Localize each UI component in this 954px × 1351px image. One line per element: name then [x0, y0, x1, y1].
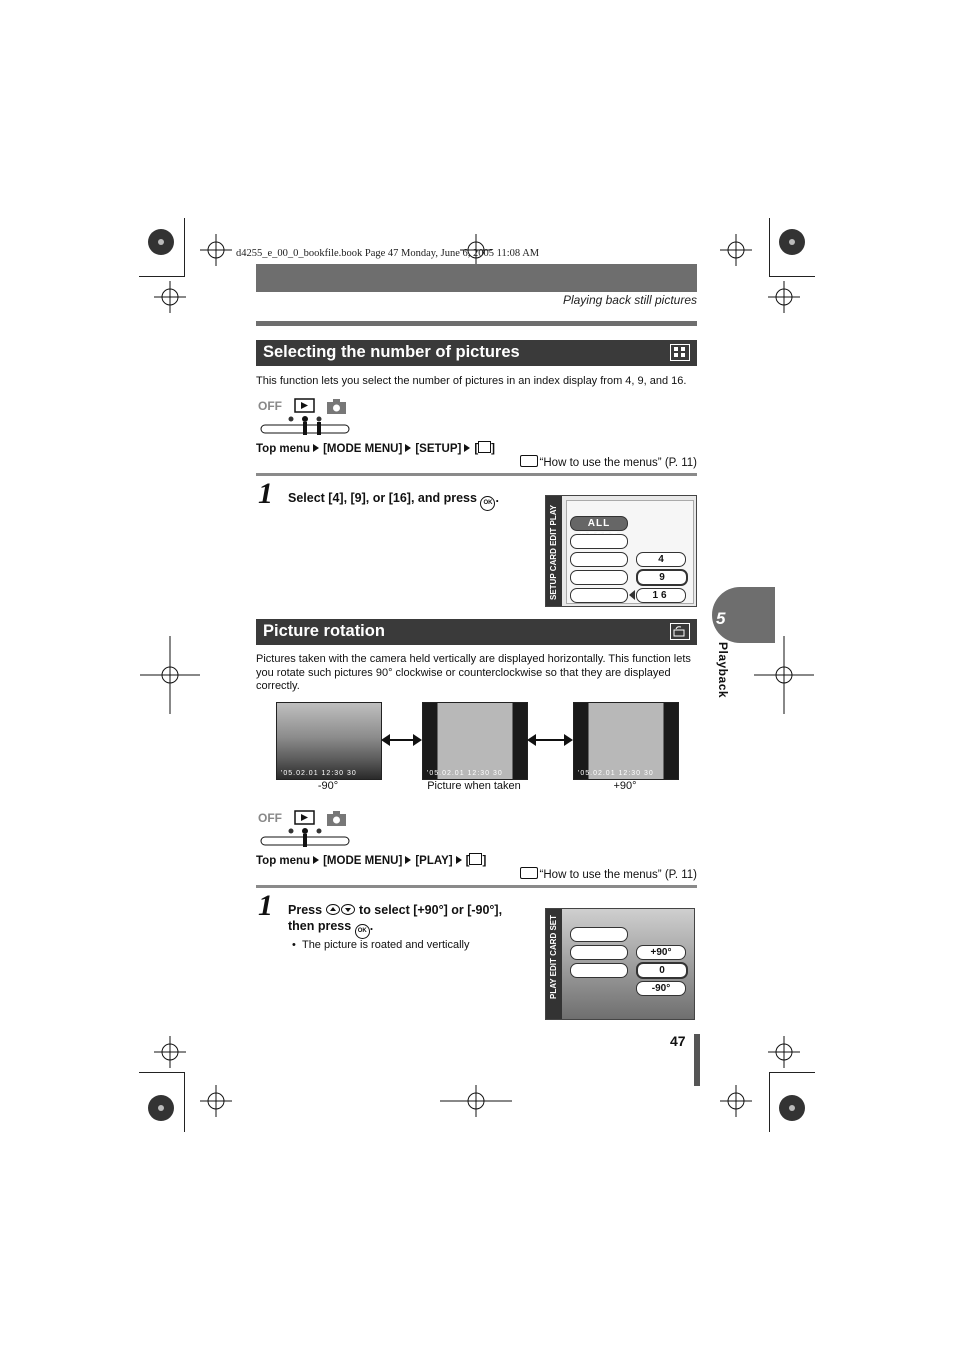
photo-plus-90: '05.02.01 12:30 30: [573, 702, 679, 780]
rule: [256, 885, 697, 888]
page-number: 47: [670, 1033, 686, 1049]
step-number: 1: [258, 889, 273, 922]
caption: +90°: [613, 780, 637, 792]
section-title-bar: [256, 340, 697, 366]
menu-path: Top menu [MODE MENU] [PLAY] [ ]: [256, 855, 487, 867]
index-grid-icon: [478, 441, 491, 453]
menu-path: Top menu [MODE MENU] [SETUP] [ ]: [256, 443, 495, 455]
caption: -90°: [317, 780, 339, 792]
double-arrow-icon: [383, 739, 420, 741]
play-menu-screen: [545, 908, 695, 1020]
photo-original: '05.02.01 12:30 30: [422, 702, 528, 780]
option-minus-90[interactable]: -90°: [636, 981, 686, 996]
menu-ref: “How to use the menus” (P. 11): [520, 455, 697, 469]
language-item[interactable]: [570, 534, 628, 549]
rotate-icon: [469, 853, 482, 865]
book-line: d4255_e_00_0_bookfile.book Page 47 Monday, June 6, 2005 11:08 AM: [236, 248, 540, 259]
option-9[interactable]: 9: [636, 569, 688, 586]
pointing-hand-icon: [520, 455, 538, 467]
bullet-item: • The picture is roated and vertically: [292, 939, 470, 951]
mode-dial: [256, 397, 356, 437]
double-arrow-icon: [529, 739, 571, 741]
screen-item[interactable]: [570, 552, 628, 567]
mode-dial: [256, 809, 356, 849]
print-item[interactable]: [570, 963, 628, 978]
option-4[interactable]: 4: [636, 552, 686, 567]
rule: [256, 473, 697, 476]
all-reset-item[interactable]: ALL: [570, 516, 628, 531]
menu-tabs: PLAY EDIT CARD SET: [546, 909, 562, 1019]
pointing-hand-icon: [520, 867, 538, 879]
page-bar: [694, 1034, 700, 1086]
setup-menu-screen: [545, 495, 697, 607]
section-title: Selecting the number of pictures: [263, 343, 520, 361]
clock-item[interactable]: [570, 570, 628, 585]
photo-minus-90: '05.02.01 12:30 30: [276, 702, 382, 780]
section-ref: Playing back still pictures: [562, 293, 697, 307]
step-number: 1: [258, 477, 273, 510]
option-16[interactable]: 16: [636, 588, 686, 603]
ok-button-icon: OK: [355, 924, 370, 939]
caption: Picture when taken: [427, 780, 521, 792]
rotate-icon: [670, 623, 690, 640]
index-grid-icon: [670, 344, 690, 361]
section-title-bar: [256, 619, 697, 645]
ok-button-icon: OK: [480, 496, 495, 511]
protect-item[interactable]: [570, 927, 628, 942]
pointer-arrow-icon: [629, 590, 635, 600]
chapter-label: Playback: [716, 642, 730, 699]
option-0[interactable]: 0: [636, 962, 688, 979]
section-title: Picture rotation: [263, 622, 385, 640]
intro-text: Pictures taken with the camera held vertically are displayed horizontally. This function lets you rotate such pictures 90° clockwise or counterclockwise so that they are displayed correctly.: [256, 653, 691, 692]
menu-tabs: SETUP CARD EDIT PLAY: [546, 496, 562, 606]
step-instruction: Select [4], [9], or [16], and press OK .: [288, 490, 499, 511]
step-instruction: Press to select [+90°] or [-90°], then press OK .: [288, 902, 538, 939]
up-down-arrow-buttons-icon: [326, 903, 356, 914]
menu-ref: “How to use the menus” (P. 11): [520, 867, 697, 881]
option-plus-90[interactable]: +90°: [636, 945, 686, 960]
intro-text: This function lets you select the number of pictures in an index display from 4, 9, and 16.: [256, 375, 687, 387]
rule: [256, 321, 697, 326]
off-label: OFF: [258, 811, 282, 825]
index-item[interactable]: [570, 588, 628, 603]
header-band: [256, 264, 697, 292]
off-label: OFF: [258, 399, 282, 413]
rotation-item[interactable]: [570, 945, 628, 960]
chapter-number: 5: [716, 609, 726, 628]
